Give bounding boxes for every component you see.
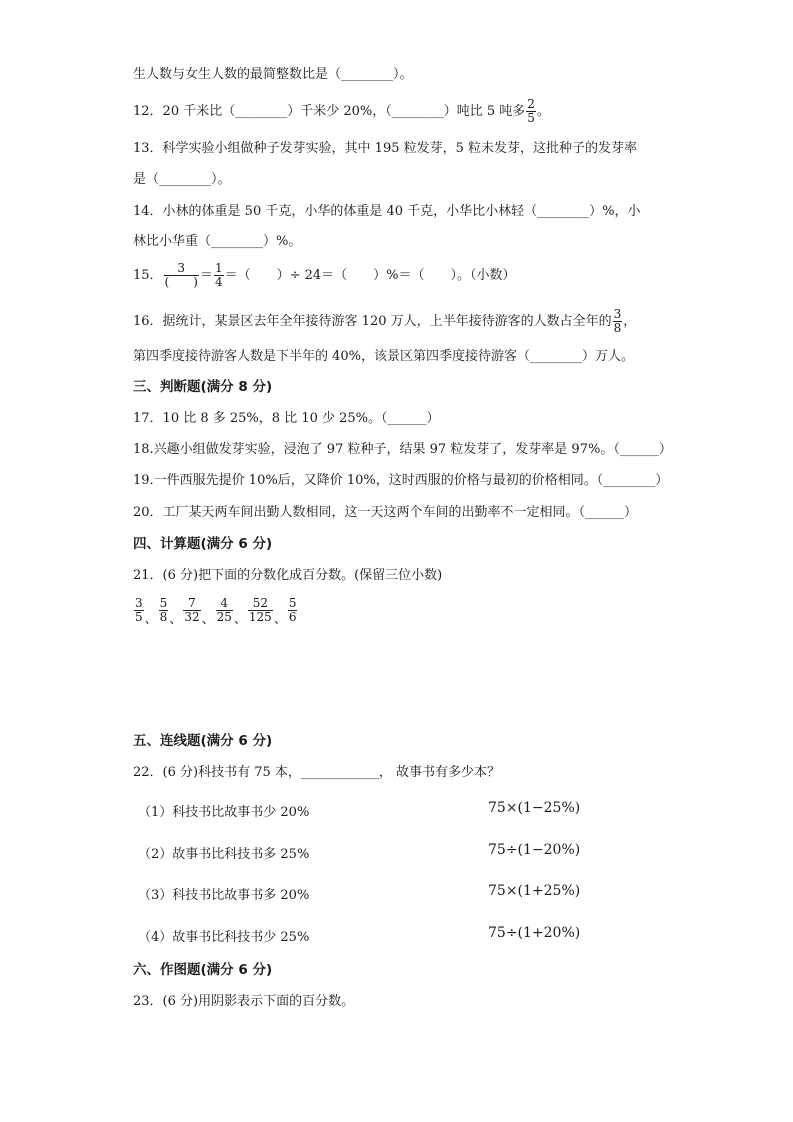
q14-line2: 林比小华重（________）%。 — [133, 234, 302, 249]
q21-fraction-list — [133, 594, 298, 627]
q21-separator: 、 — [144, 612, 158, 627]
q21-fraction-3: $\frac{7}{32}$ — [184, 596, 200, 624]
q21-fraction-1: $\frac{3}{5}$ — [135, 596, 143, 624]
q22: 22．(6 分)科技书有 75 本，____________， 故事书有多少本？ — [133, 765, 501, 780]
q15-fraction-1: $\frac{3}{( )}$ — [164, 261, 198, 289]
q19: 19.一件西服先提价 10%后，又降价 10%，这时西服的价格与最初的价格相同。（________） — [133, 473, 669, 488]
q18: 18.兴趣小组做发芽实验，浸泡了 97 粒种子，结果 97 粒发芽了，发芽率是 97%。（______） — [133, 442, 672, 457]
match-left-item-3[interactable]: （3）科技书比故事书多 20% — [138, 888, 310, 903]
q14-line1: 14．小林的体重是 50 千克，小华的体重是 40 千克，小华比小林轻（________）%，小 — [133, 204, 641, 219]
q16-fraction: $\frac{3}{8}$ — [613, 307, 622, 335]
section-4-heading: 四、计算题(满分 6 分) — [133, 536, 273, 552]
match-right-item-1[interactable]: 75×(1−25%) — [488, 800, 581, 816]
q21-separator: 、 — [233, 612, 247, 627]
section-3-heading: 三、判断题(满分 8 分) — [133, 379, 273, 395]
q15-rest: ＝（ ）÷ 24＝（ ）%＝（ ）。（小数） — [224, 268, 516, 283]
q12-end: 。 — [536, 104, 550, 119]
q21-fraction-4: $\frac{4}{25}$ — [216, 596, 232, 624]
q15-equals: ＝ — [199, 268, 213, 283]
q21-separator: 、 — [201, 612, 215, 627]
q21-fraction-6: $\frac{5}{6}$ — [288, 596, 297, 624]
q12 — [133, 98, 550, 125]
q21-separator: 、 — [169, 612, 183, 627]
section-5-heading: 五、连线题(满分 6 分) — [133, 733, 273, 749]
q23: 23．(6 分)用阴影表示下面的百分数。 — [133, 994, 355, 1009]
q15 — [133, 262, 516, 289]
match-right-item-2[interactable]: 75÷(1−20%) — [488, 842, 581, 858]
q13-line2: 是（________）。 — [133, 172, 231, 187]
q12-fraction: $\frac{2}{5}$ — [527, 97, 535, 125]
q15-fraction-2: $\frac{1}{4}$ — [214, 261, 223, 289]
q16-line2: 第四季度接待游客人数是下半年的 40%，该景区第四季度接待游客（________）万人。 — [133, 349, 635, 364]
q21-fraction-5: $\frac{52}{125}$ — [248, 596, 272, 624]
q21-fraction-2: $\frac{5}{8}$ — [159, 596, 168, 624]
match-right-item-4[interactable]: 75÷(1+20%) — [488, 925, 581, 941]
section-6-heading: 六、作图题(满分 6 分) — [133, 962, 273, 978]
q16-line1 — [133, 308, 636, 335]
q13-line1: 13．科学实验小组做种子发芽实验，其中 195 粒发芽，5 粒未发芽，这批种子的发芽率 — [133, 141, 638, 156]
q21-separator: 、 — [273, 612, 287, 627]
q15-prefix: 15． — [133, 268, 163, 283]
match-left-item-1[interactable]: （1）科技书比故事书少 20% — [138, 805, 310, 820]
q11-tail: 生人数与女生人数的最简整数比是（________）。 — [133, 67, 413, 82]
q16-end: ， — [623, 314, 637, 329]
q20: 20．工厂某天两车间出勤人数相同，这一天这两个车间的出勤率不一定相同。（______） — [133, 505, 638, 520]
match-right-item-3[interactable]: 75×(1+25%) — [488, 883, 581, 899]
q21: 21．(6 分)把下面的分数化成百分数。(保留三位小数) — [133, 568, 443, 583]
q12-text: 12．20 千米比（________）千米少 20%，（________）吨比 5 吨多 — [133, 104, 526, 119]
match-left-item-2[interactable]: （2）故事书比科技书多 25% — [138, 847, 310, 862]
q17: 17．10 比 8 多 25%，8 比 10 少 25%。（______） — [133, 411, 440, 426]
q16-text: 16．据统计，某景区去年全年接待游客 120 万人，上半年接待游客的人数占全年的 — [133, 314, 612, 329]
match-left-item-4[interactable]: （4）故事书比科技书少 25% — [138, 930, 310, 945]
